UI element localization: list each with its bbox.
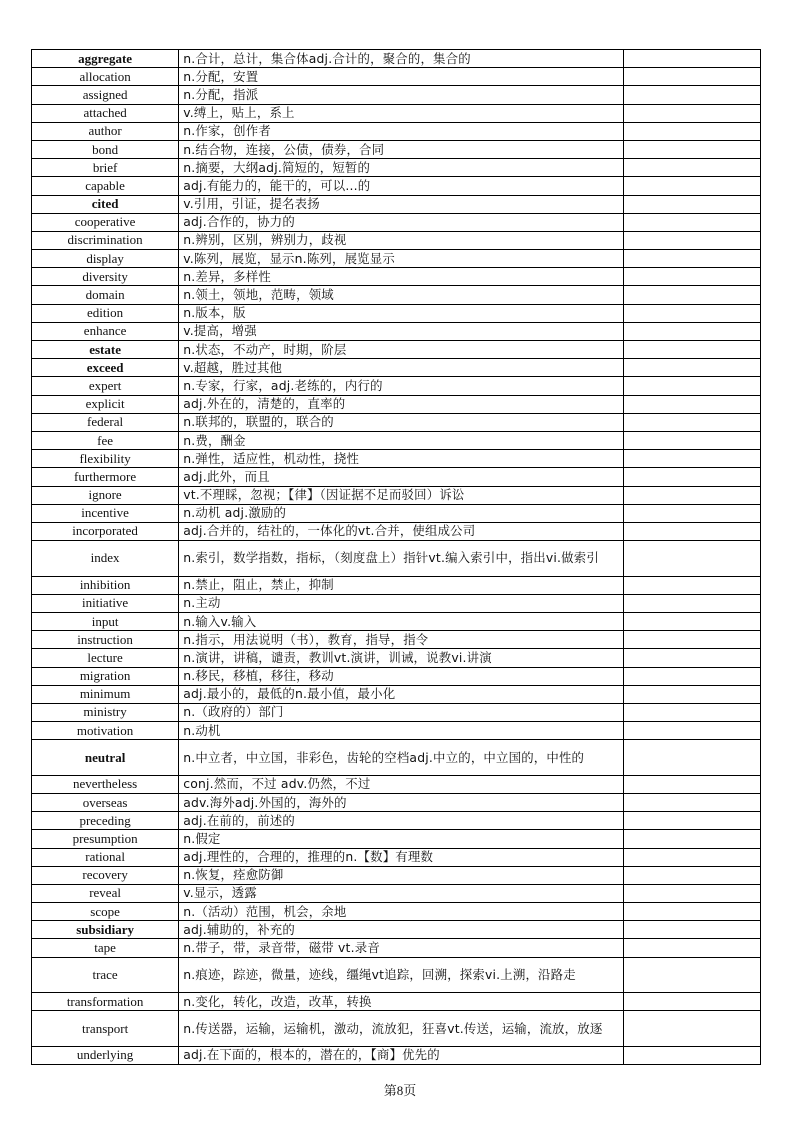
vocab-row: [32, 722, 761, 740]
vocab-row: [32, 213, 761, 231]
vocab-definition: n.主动: [179, 594, 624, 612]
vocab-word: edition: [32, 304, 179, 322]
vocab-row: [32, 775, 761, 793]
vocab-word: neutral: [32, 740, 179, 776]
vocab-word: ignore: [32, 486, 179, 504]
vocab-definition: n.合计，总计，集合体adj.合计的，聚合的，集合的: [179, 50, 624, 68]
vocab-definition: n.痕迹，踪迹，微量，迹线，缰绳vt追踪，回溯，探索vi.上溯，沿路走: [179, 957, 624, 993]
vocab-word: explicit: [32, 395, 179, 413]
empty-cell: [623, 450, 760, 468]
empty-cell: [623, 631, 760, 649]
vocab-word: cooperative: [32, 213, 179, 231]
vocab-word: motivation: [32, 722, 179, 740]
vocab-row: [32, 104, 761, 122]
vocab-definition: n.禁止，阻止，禁止，抑制: [179, 576, 624, 594]
vocab-definition: adj.有能力的，能干的，可以...的: [179, 177, 624, 195]
vocab-word: nevertheless: [32, 775, 179, 793]
vocabulary-table: [31, 49, 761, 1065]
vocab-word: preceding: [32, 812, 179, 830]
empty-cell: [623, 685, 760, 703]
vocab-word: expert: [32, 377, 179, 395]
vocab-row: [32, 322, 761, 340]
vocab-row: [32, 86, 761, 104]
vocab-definition: adj.合并的，结社的，一体化的vt.合并，使组成公司: [179, 522, 624, 540]
vocab-word: diversity: [32, 268, 179, 286]
vocab-word: index: [32, 541, 179, 577]
vocab-row: [32, 939, 761, 957]
empty-cell: [623, 1046, 760, 1064]
empty-cell: [623, 213, 760, 231]
vocab-row: [32, 993, 761, 1011]
vocab-definition: conj.然而，不过 adv.仍然，不过: [179, 775, 624, 793]
vocab-definition: adv.海外adj.外国的，海外的: [179, 793, 624, 811]
vocab-definition: vt.不理睬，忽视；【律】（因证据不足而驳回）诉讼: [179, 486, 624, 504]
vocab-row: [32, 812, 761, 830]
empty-cell: [623, 740, 760, 776]
empty-cell: [623, 793, 760, 811]
vocab-word: initiative: [32, 594, 179, 612]
vocab-word: enhance: [32, 322, 179, 340]
empty-cell: [623, 649, 760, 667]
vocab-definition: n.变化，转化，改造，改革，转换: [179, 993, 624, 1011]
vocab-word: estate: [32, 341, 179, 359]
vocab-row: [32, 631, 761, 649]
vocab-word: bond: [32, 140, 179, 158]
empty-cell: [623, 395, 760, 413]
vocab-definition: v.缚上，贴上，系上: [179, 104, 624, 122]
vocab-row: [32, 195, 761, 213]
vocab-definition: n.中立者，中立国，非彩色，齿轮的空档adj.中立的，中立国的，中性的: [179, 740, 624, 776]
vocab-row: [32, 685, 761, 703]
vocab-row: [32, 703, 761, 721]
vocab-word: cited: [32, 195, 179, 213]
vocab-definition: n.专家，行家，adj.老练的，内行的: [179, 377, 624, 395]
vocab-word: minimum: [32, 685, 179, 703]
vocab-definition: n.（活动）范围，机会，余地: [179, 903, 624, 921]
vocab-word: recovery: [32, 866, 179, 884]
empty-cell: [623, 50, 760, 68]
empty-cell: [623, 486, 760, 504]
empty-cell: [623, 884, 760, 902]
vocab-definition: v.显示，透露: [179, 884, 624, 902]
vocab-row: [32, 740, 761, 776]
vocab-word: incentive: [32, 504, 179, 522]
vocab-row: [32, 903, 761, 921]
empty-cell: [623, 68, 760, 86]
vocab-row: [32, 341, 761, 359]
empty-cell: [623, 286, 760, 304]
vocab-word: scope: [32, 903, 179, 921]
vocab-definition: adj.合作的，协力的: [179, 213, 624, 231]
vocab-word: rational: [32, 848, 179, 866]
empty-cell: [623, 431, 760, 449]
vocab-row: [32, 250, 761, 268]
vocab-definition: n.演讲，讲稿，谴责，教训vt.演讲，训诫，说教vi.讲演: [179, 649, 624, 667]
vocab-word: author: [32, 122, 179, 140]
vocab-definition: n.差异，多样性: [179, 268, 624, 286]
empty-cell: [623, 86, 760, 104]
vocab-definition: adj.外在的，清楚的，直率的: [179, 395, 624, 413]
vocab-word: assigned: [32, 86, 179, 104]
vocab-row: [32, 159, 761, 177]
vocab-row: [32, 140, 761, 158]
vocab-definition: n.分配，指派: [179, 86, 624, 104]
empty-cell: [623, 468, 760, 486]
vocab-definition: n.动机: [179, 722, 624, 740]
vocab-definition: v.超越，胜过其他: [179, 359, 624, 377]
empty-cell: [623, 722, 760, 740]
empty-cell: [623, 177, 760, 195]
vocab-row: [32, 486, 761, 504]
vocab-row: [32, 522, 761, 540]
vocab-word: exceed: [32, 359, 179, 377]
vocab-definition: n.移民，移植，移往，移动: [179, 667, 624, 685]
vocab-word: ministry: [32, 703, 179, 721]
empty-cell: [623, 195, 760, 213]
vocab-row: [32, 359, 761, 377]
vocab-row: [32, 504, 761, 522]
vocab-word: trace: [32, 957, 179, 993]
vocab-word: underlying: [32, 1046, 179, 1064]
vocab-word: tape: [32, 939, 179, 957]
vocab-definition: n.（政府的）部门: [179, 703, 624, 721]
vocab-row: [32, 468, 761, 486]
vocab-definition: n.恢复，痊愈防御: [179, 866, 624, 884]
vocab-definition: n.弹性，适应性，机动性，挠性: [179, 450, 624, 468]
empty-cell: [623, 830, 760, 848]
vocab-word: incorporated: [32, 522, 179, 540]
vocab-row: [32, 413, 761, 431]
vocab-word: fee: [32, 431, 179, 449]
empty-cell: [623, 377, 760, 395]
empty-cell: [623, 921, 760, 939]
empty-cell: [623, 268, 760, 286]
vocab-row: [32, 450, 761, 468]
empty-cell: [623, 1011, 760, 1047]
empty-cell: [623, 775, 760, 793]
empty-cell: [623, 140, 760, 158]
vocab-word: presumption: [32, 830, 179, 848]
vocab-word: flexibility: [32, 450, 179, 468]
vocab-row: [32, 304, 761, 322]
vocab-definition: adj.最小的，最低的n.最小值，最小化: [179, 685, 624, 703]
vocab-definition: adj.此外，而且: [179, 468, 624, 486]
empty-cell: [623, 812, 760, 830]
vocab-definition: n.假定: [179, 830, 624, 848]
vocab-word: aggregate: [32, 50, 179, 68]
vocab-definition: adj.在前的，前述的: [179, 812, 624, 830]
vocab-word: reveal: [32, 884, 179, 902]
vocab-row: [32, 377, 761, 395]
vocab-row: [32, 50, 761, 68]
vocab-word: capable: [32, 177, 179, 195]
vocab-definition: n.结合物，连接，公债，债券，合同: [179, 140, 624, 158]
empty-cell: [623, 522, 760, 540]
empty-cell: [623, 304, 760, 322]
vocab-word: domain: [32, 286, 179, 304]
vocab-word: transport: [32, 1011, 179, 1047]
empty-cell: [623, 576, 760, 594]
vocab-row: [32, 122, 761, 140]
vocab-row: [32, 541, 761, 577]
vocab-definition: n.摘要，大纲adj.简短的，短暂的: [179, 159, 624, 177]
vocab-definition: n.状态，不动产，时期，阶层: [179, 341, 624, 359]
vocab-row: [32, 793, 761, 811]
vocab-definition: adj.辅助的，补充的: [179, 921, 624, 939]
vocab-row: [32, 286, 761, 304]
vocab-row: [32, 612, 761, 630]
empty-cell: [623, 159, 760, 177]
vocab-row: [32, 866, 761, 884]
vocab-word: lecture: [32, 649, 179, 667]
vocab-definition: n.版本，版: [179, 304, 624, 322]
vocab-word: instruction: [32, 631, 179, 649]
vocab-word: display: [32, 250, 179, 268]
vocab-word: migration: [32, 667, 179, 685]
empty-cell: [623, 504, 760, 522]
empty-cell: [623, 866, 760, 884]
vocab-row: [32, 921, 761, 939]
vocab-row: [32, 431, 761, 449]
vocab-definition: n.指示，用法说明（书），教育，指导，指令: [179, 631, 624, 649]
vocab-word: discrimination: [32, 231, 179, 249]
vocab-word: transformation: [32, 993, 179, 1011]
vocab-definition: n.领土，领地，范畴，领域: [179, 286, 624, 304]
vocab-row: [32, 649, 761, 667]
vocab-definition: n.带子，带，录音带，磁带 vt.录音: [179, 939, 624, 957]
vocab-word: furthermore: [32, 468, 179, 486]
vocab-row: [32, 884, 761, 902]
empty-cell: [623, 903, 760, 921]
vocab-definition: n.费，酬金: [179, 431, 624, 449]
empty-cell: [623, 594, 760, 612]
vocab-row: [32, 594, 761, 612]
empty-cell: [623, 957, 760, 993]
vocab-definition: v.引用，引证，提名表扬: [179, 195, 624, 213]
vocab-row: [32, 68, 761, 86]
vocab-row: [32, 268, 761, 286]
vocab-word: overseas: [32, 793, 179, 811]
vocab-definition: n.分配，安置: [179, 68, 624, 86]
vocab-definition: n.索引，数学指数，指标，（刻度盘上）指针vt.编入索引中，指出vi.做索引: [179, 541, 624, 577]
empty-cell: [623, 667, 760, 685]
vocab-word: attached: [32, 104, 179, 122]
vocab-definition: n.辨别，区别，辨别力，歧视: [179, 231, 624, 249]
vocab-definition: v.提高，增强: [179, 322, 624, 340]
vocab-row: [32, 576, 761, 594]
empty-cell: [623, 703, 760, 721]
vocab-row: [32, 177, 761, 195]
vocab-row: [32, 957, 761, 993]
empty-cell: [623, 104, 760, 122]
vocab-row: [32, 1046, 761, 1064]
vocab-definition: n.联邦的，联盟的，联合的: [179, 413, 624, 431]
empty-cell: [623, 322, 760, 340]
empty-cell: [623, 939, 760, 957]
vocab-row: [32, 395, 761, 413]
vocab-definition: n.输入v.输入: [179, 612, 624, 630]
empty-cell: [623, 359, 760, 377]
vocab-row: [32, 1011, 761, 1047]
vocab-definition: adj.理性的，合理的，推理的n.【数】有理数: [179, 848, 624, 866]
empty-cell: [623, 541, 760, 577]
empty-cell: [623, 612, 760, 630]
vocab-row: [32, 231, 761, 249]
empty-cell: [623, 848, 760, 866]
empty-cell: [623, 413, 760, 431]
vocab-definition: n.动机 adj.激励的: [179, 504, 624, 522]
vocab-word: input: [32, 612, 179, 630]
vocab-definition: adj.在下面的，根本的，潜在的，【商】优先的: [179, 1046, 624, 1064]
empty-cell: [623, 341, 760, 359]
vocab-row: [32, 667, 761, 685]
vocab-row: [32, 848, 761, 866]
vocabulary-table-body: [32, 50, 761, 1065]
empty-cell: [623, 250, 760, 268]
vocab-word: brief: [32, 159, 179, 177]
empty-cell: [623, 231, 760, 249]
vocab-word: subsidiary: [32, 921, 179, 939]
vocab-definition: v.陈列，展览，显示n.陈列，展览显示: [179, 250, 624, 268]
empty-cell: [623, 993, 760, 1011]
vocab-row: [32, 830, 761, 848]
vocab-word: inhibition: [32, 576, 179, 594]
page-number: 第8页: [383, 1083, 417, 1098]
vocab-definition: n.传送器，运输，运输机，激动，流放犯，狂喜vt.传送，运输，流放，放逐: [179, 1011, 624, 1047]
empty-cell: [623, 122, 760, 140]
vocab-definition: n.作家，创作者: [179, 122, 624, 140]
vocab-word: allocation: [32, 68, 179, 86]
vocab-word: federal: [32, 413, 179, 431]
